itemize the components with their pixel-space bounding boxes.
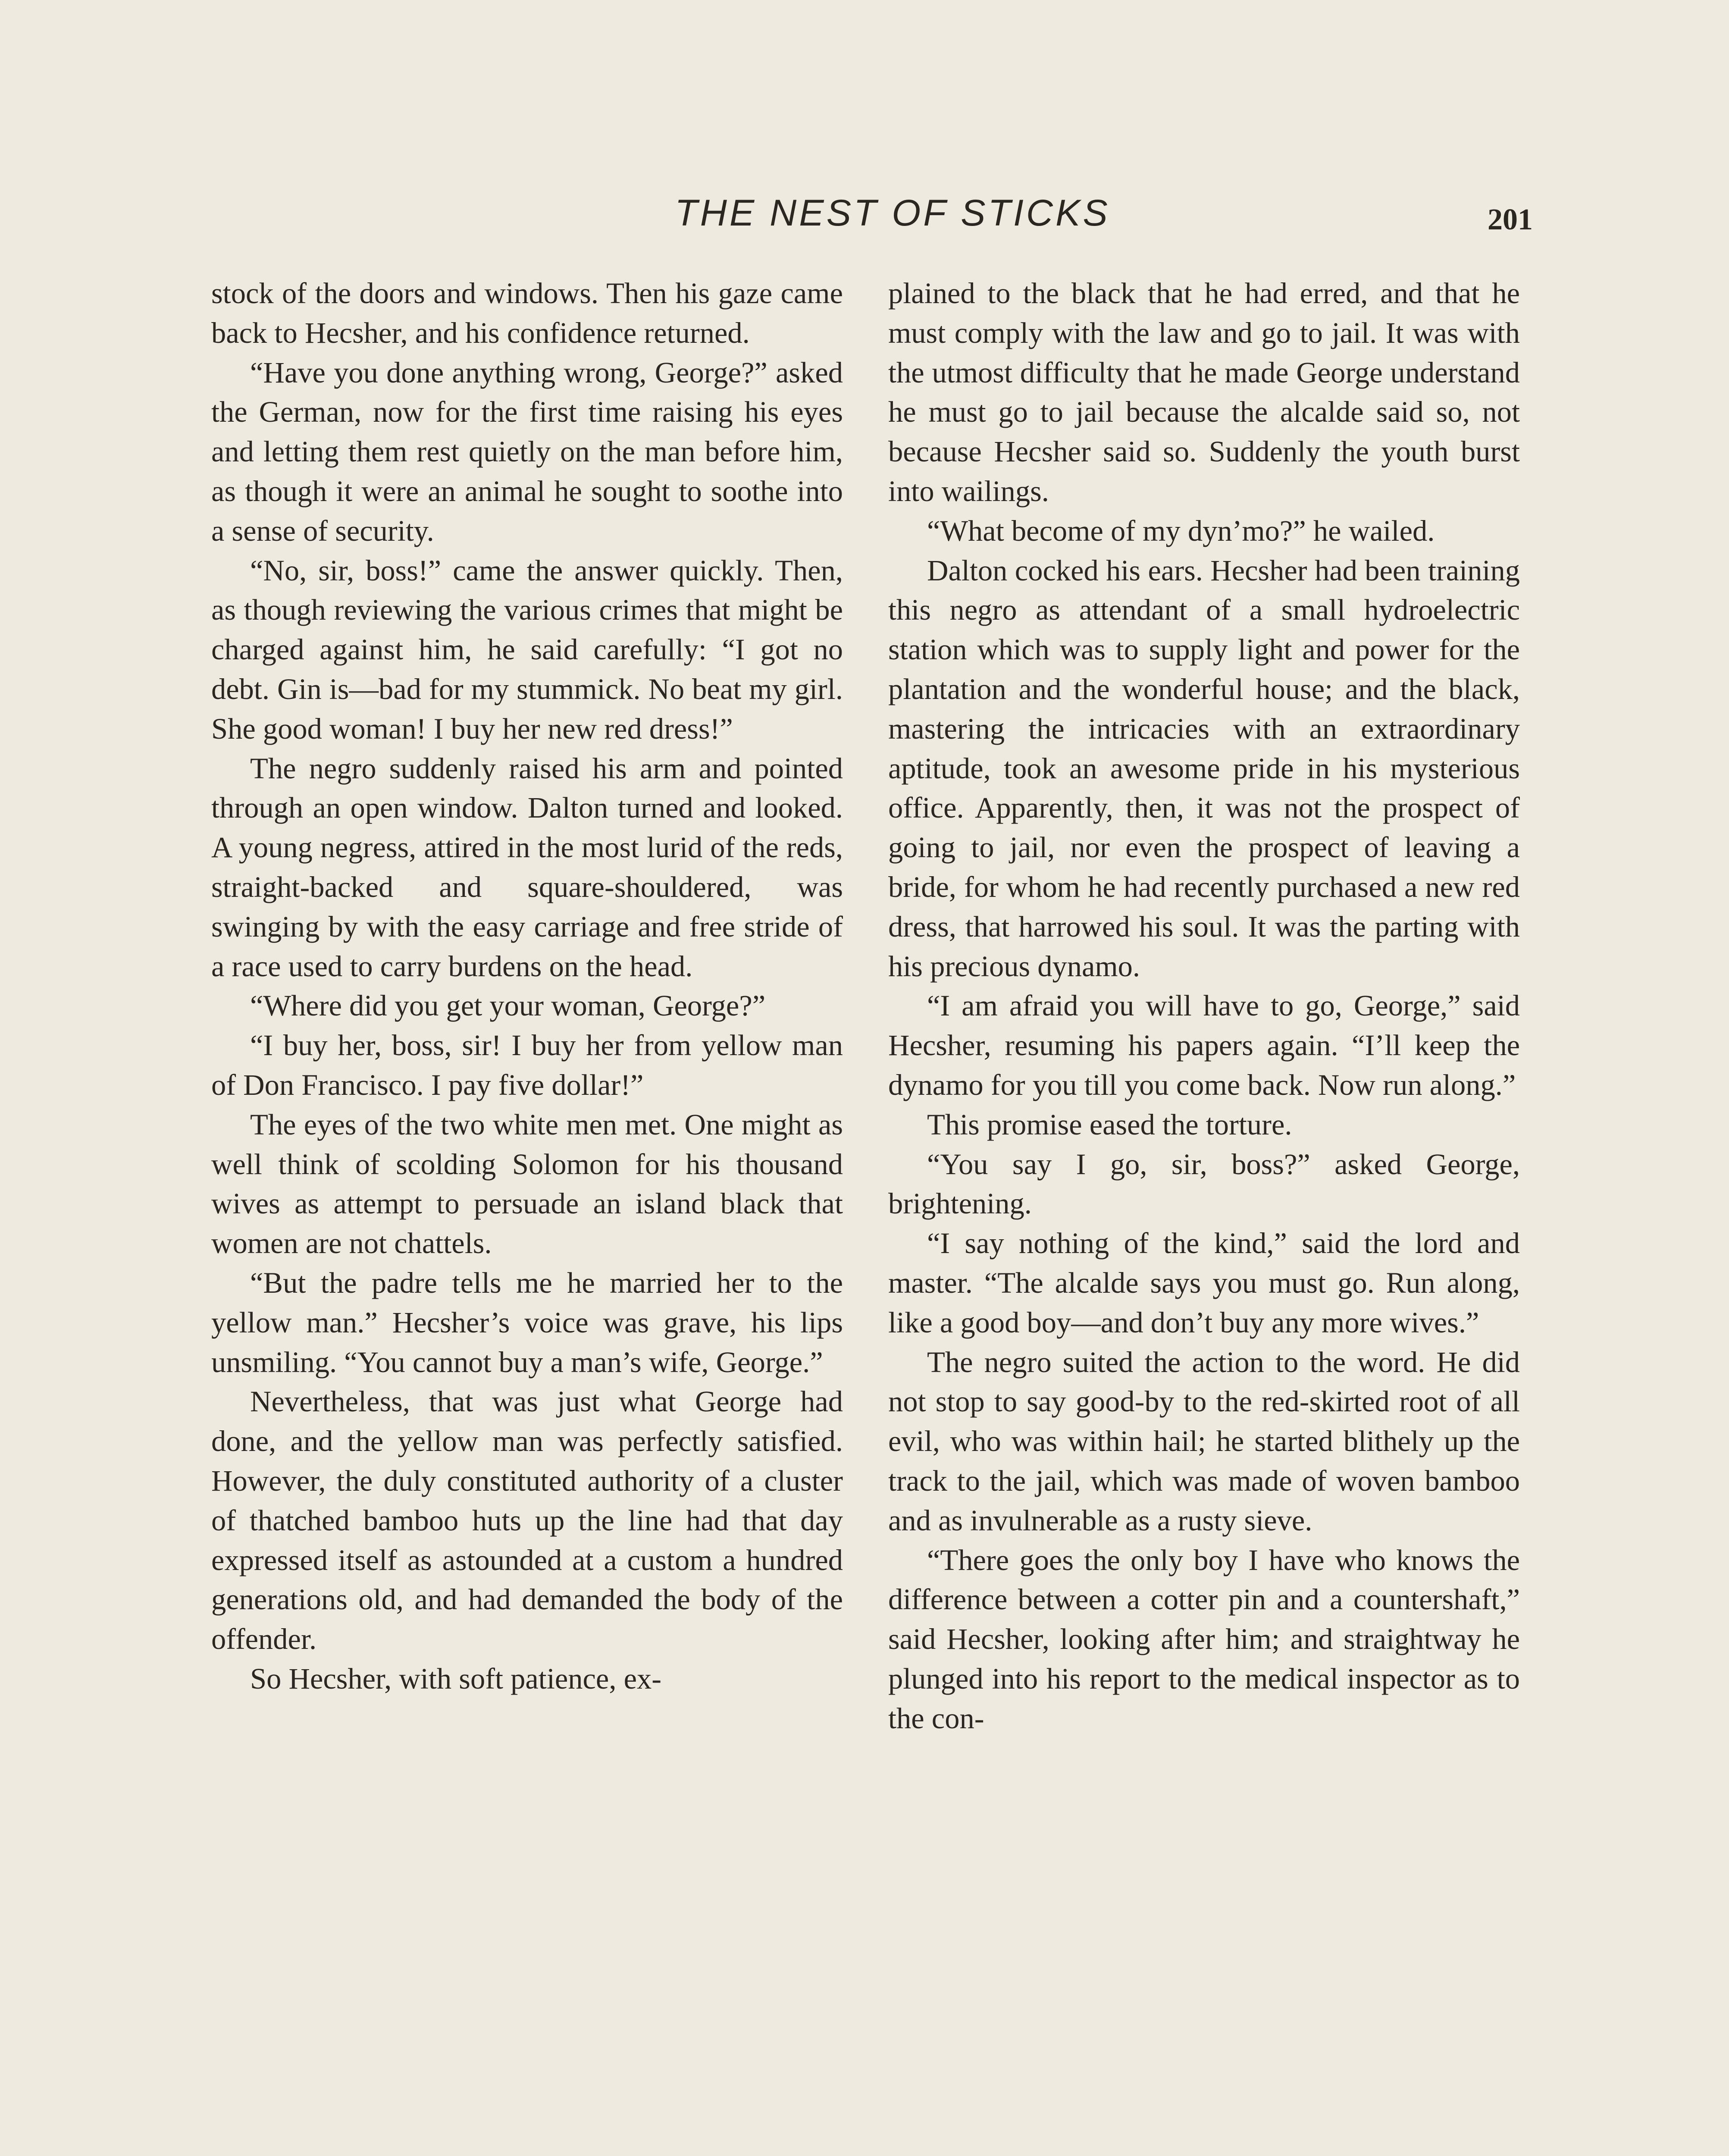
paragraph: “No, sir, boss!” came the answer quickly. Then, as though reviewing the various crimes that might be charged against him, he said carefully: “I got no debt. Gin is—bad for my stummick. No beat my girl. She good woman! I buy her new red dress!”: [211, 554, 843, 745]
right-column: [888, 274, 1520, 2156]
paragraph: Nevertheless, that was just what George had done, and the yellow man was perfectly satisfied. However, the duly constituted authority of a cluster of thatched bamboo huts up the line had that day expressed itself as astounded at a custom a hundred generations old, and had demanded the body of the offender.: [211, 1385, 843, 1656]
paragraph: The eyes of the two white men met. One might as well think of scolding Solomon for his thousand wives as attempt to persuade an island black that women are not chattels.: [211, 1108, 843, 1260]
paragraph: Dalton cocked his ears. Hecsher had been training this negro as attendant of a small hydroelectric station which was to supply light and power for the plantation and the wonderful house; and the black, mastering the intricacies with an extraordinary aptitude, took an awesome pride in his mysterious office. Apparently, then, it was not the prospect of going to jail, nor even the prospect of leaving a bride, for whom he had recently purchased a new red dress, that harrowed his soul. It was the parting with his precious dynamo.: [888, 554, 1520, 983]
page-number: 201: [1488, 203, 1533, 236]
paragraph: “Have you done anything wrong, George?” asked the German, now for the first time raising his eyes and letting them rest quietly on the man before him, as though it were an animal he sought to soothe into a sense of security.: [211, 356, 843, 547]
paragraph: “Where did you get your woman, George?”: [250, 989, 766, 1022]
paragraph: So Hecsher, with soft patience, ex-: [250, 1662, 662, 1695]
paragraph: “There goes the only boy I have who knows the difference between a cotter pin and a countershaft,” said Hecsher, looking after him; and straightway he plunged into his report to the medical inspector as to the con-: [888, 1543, 1520, 1735]
paragraph: stock of the doors and windows. Then his gaze came back to Hecsher, and his confidence returned.: [211, 277, 843, 349]
left-column: [211, 274, 843, 2156]
paragraph: The negro suddenly raised his arm and pointed through an open window. Dalton turned and looked. A young negress, attired in the most lurid of the reds, straight-backed and square-shouldered, was swinging by with the easy carriage and free stride of a race used to carry burdens on the head.: [211, 752, 843, 983]
paragraph: This promise eased the torture.: [927, 1108, 1292, 1141]
paragraph: plained to the black that he had erred, and that he must comply with the law and go to jail. It was with the utmost difficulty that he made George understand he must go to jail because the alcalde said so, not because Hecsher said so. Suddenly the youth burst into wailings.: [888, 277, 1520, 508]
paragraph: “But the padre tells me he married her to the yellow man.” Hecsher’s voice was grave, his lips unsmiling. “You cannot buy a man’s wife, George.”: [211, 1266, 843, 1379]
paragraph: “I say nothing of the kind,” said the lord and master. “The alcalde says you must go. Run along, like a good boy—and don’t buy any more wives.”: [888, 1227, 1520, 1339]
paragraph: “I am afraid you will have to go, George,” said Hecsher, resuming his papers again. “I’ll keep the dynamo for you till you come back. Now run along.”: [888, 989, 1520, 1101]
running-title: THE NEST OF STICKS: [675, 192, 1110, 234]
paragraph: “You say I go, sir, boss?” asked George, brightening.: [888, 1147, 1520, 1220]
paragraph: “I buy her, boss, sir! I buy her from yellow man of Don Francisco. I pay five dollar!”: [211, 1029, 843, 1101]
paragraph: “What become of my dyn’mo?” he wailed.: [927, 514, 1435, 547]
paragraph: The negro suited the action to the word. He did not stop to say good-by to the red-skirted root of all evil, who was within hail; he started blithely up the track to the jail, which was made of woven bamboo and as invulnerable as a rusty sieve.: [888, 1345, 1520, 1537]
